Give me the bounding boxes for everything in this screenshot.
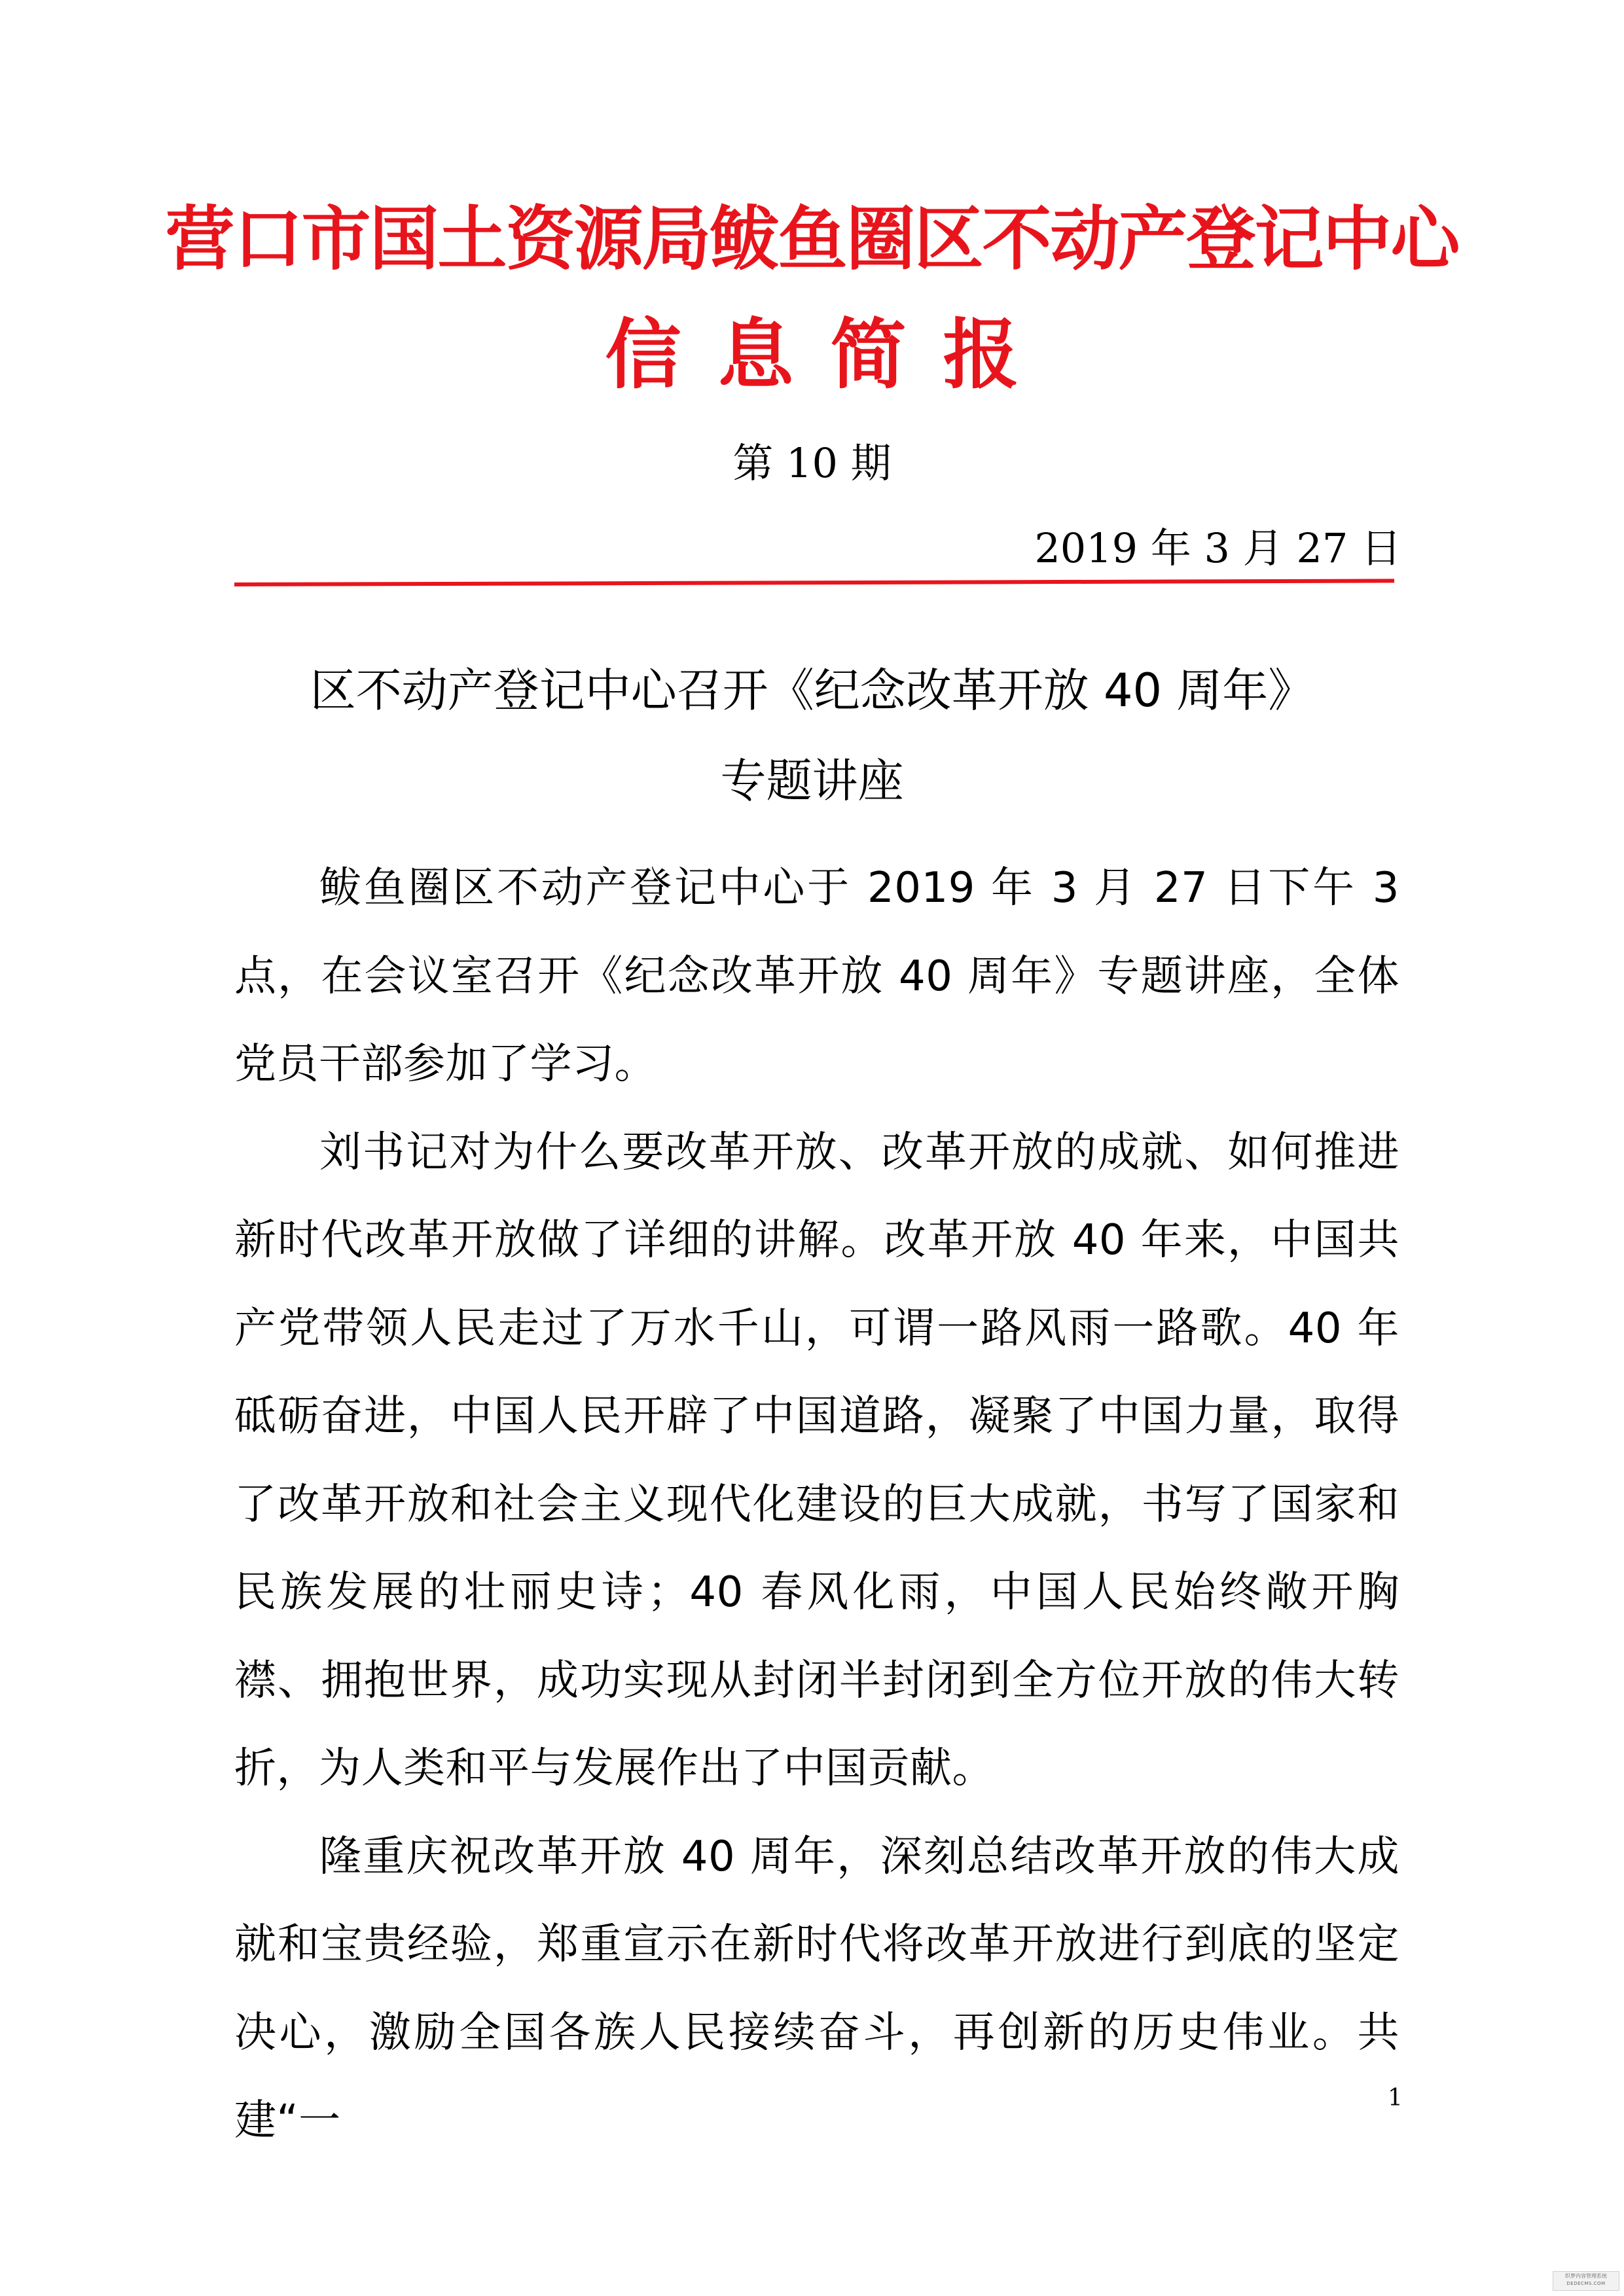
paragraph-1: 鲅鱼圈区不动产登记中心于 2019 年 3 月 27 日下午 3 点，在会议室召开《纪念改革开放 40 周年》专题讲座，全体党员干部参加了学习。 xyxy=(234,864,1399,1088)
article-title-line-2: 专题讲座 xyxy=(720,754,904,808)
watermark-logo xyxy=(1553,2271,1619,2291)
watermark-text: 织梦内容管理系统 xyxy=(1565,2273,1607,2279)
page-number: 1 xyxy=(1388,2085,1403,2111)
article-title-line-1: 区不动产登记中心召开《纪念改革开放 40 周年》 xyxy=(310,664,1314,717)
organization-title: 营口市国土资源局鲅鱼圈区不动产登记中心 xyxy=(165,198,1459,279)
article-body xyxy=(234,844,1399,2165)
publish-date: 2019 年 3 月 27 日 xyxy=(1034,524,1401,572)
paragraph-3: 隆重庆祝改革开放 40 周年，深刻总结改革开放的伟大成就和宝贵经验，郑重宣示在新时代将改革开放进行到底的坚定决心，激励全国各族人民接续奋斗，再创新的历史伟业。共建“一 xyxy=(234,1832,1399,2145)
header-divider-line xyxy=(234,579,1394,586)
watermark-latin: DEDECMS.COM xyxy=(1566,2281,1606,2286)
issue-number: 第 10 期 xyxy=(732,439,892,487)
paragraph-2: 刘书记对为什么要改革开放、改革开放的成就、如何推进新时代改革开放做了详细的讲解。改革开放 40 年来，中国共产党带领人民走过了万水千山，可谓一路风雨一路歌。40 年砥砺奋进，中国人民开辟了中国道路，凝聚了中国力量，取得了改革开放和社会主义现代化建设的巨大成就，书写了国家和民族发展的壮丽史诗；40 春风化雨，中国人民始终敞开胸襟、拥抱世界，成功实现从封闭半封闭到全方位开放的伟大转折，为人类和平与发展作出了中国贡献。 xyxy=(234,1128,1399,1793)
bulletin-title: 信息简报 xyxy=(605,310,1056,399)
